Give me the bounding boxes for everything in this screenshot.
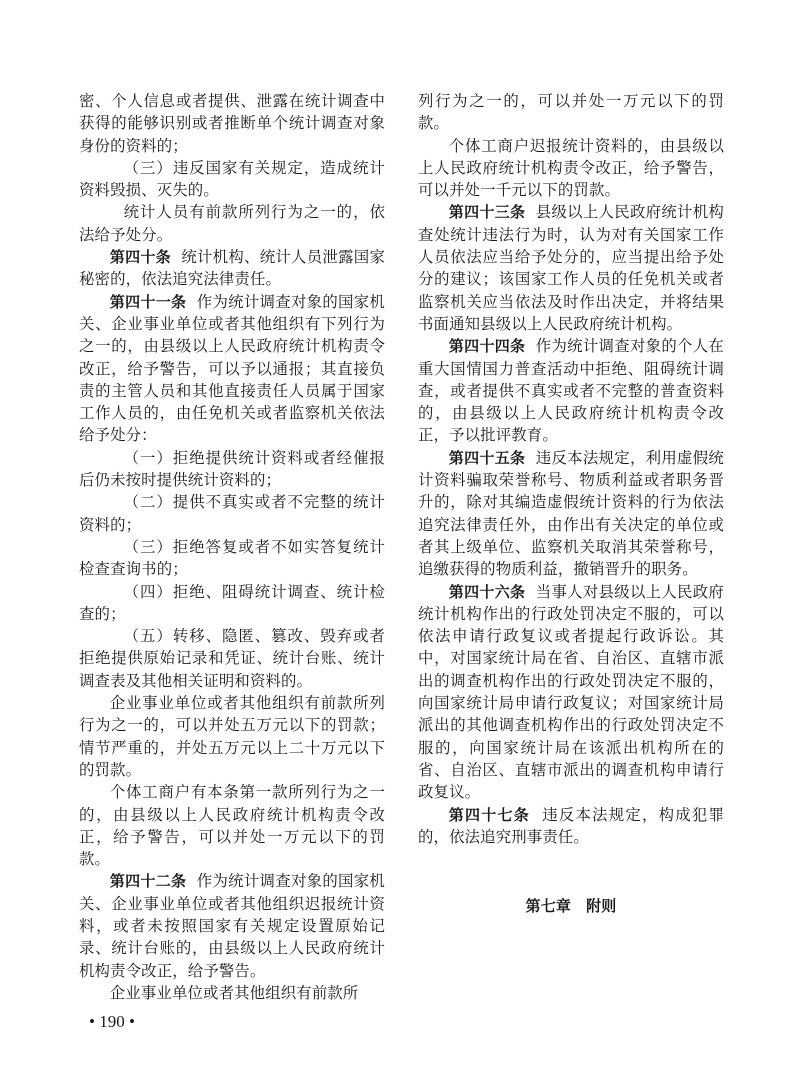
article-40 — [79, 246, 385, 291]
paragraph: 个体工商户迟报统计资料的，由县级以上人民政府统计机构责令改正，给予警告，可以并处一千元以下的罚款。 — [418, 136, 724, 200]
left-column — [79, 90, 385, 1004]
article-heading: 第四十六条 — [448, 582, 526, 601]
page-number: • 190 • — [89, 1012, 135, 1031]
paragraph: 密、个人信息或者提供、泄露在统计调查中获得的能够识别或者推断单个统计调查对象身份的资料的； — [79, 92, 385, 155]
chapter-heading: 第七章 附则 — [525, 897, 617, 916]
article-text: 违反本法规定，构成犯罪的，依法追究刑事责任。 — [418, 805, 724, 846]
article-42 — [79, 870, 385, 981]
list-item: （一）拒绝提供统计资料或者经催报后仍未按时提供统计资料的； — [79, 448, 385, 490]
list-item: （四）拒绝、阻碍统计调查、统计检查的； — [79, 582, 385, 623]
paragraph: 个体工商户有本条第一款所列行为之一的，由县级以上人民政府统计机构责令改正，给予警告，可以并处一万元以下的罚款。 — [79, 783, 385, 869]
article-text: 作为统计调查对象的国家机关、企业事业单位或者其他组织迟报统计资料，或者未按照国家有关规定设置原始记录、统计台账的，由县级以上人民政府统计机构责令改正，给予警告。 — [79, 872, 385, 980]
article-44 — [418, 335, 724, 446]
article-text: 作为统计调查对象的国家机关、企业事业单位或者其他组织有下列行为之一的，由县级以上人民政府统计机构责令改正，给予警告，可以予以通报；其直接负责的主管人员和其他直接责任人员属于国家工作人员的，由任免机关或者监察机关依法给予处分： — [79, 292, 385, 445]
paragraph: 列行为之一的，可以并处一万元以下的罚款。 — [418, 92, 724, 133]
article-text: 违反本法规定，利用虚假统计资料骗取荣誉称号、物质利益或者职务晋升的，除对其编造虚假统计资料的行为依法追究法律责任外，由作出有关决定的单位或者其上级单位、监察机关取消其荣誉称号，追缴获得的物质利益，撤销晋升的职务。 — [418, 448, 724, 579]
article-heading: 第四十三条 — [448, 203, 526, 222]
article-heading: 第四十一条 — [109, 292, 187, 311]
list-item: （二）提供不真实或者不完整的统计资料的； — [79, 493, 385, 534]
article-heading: 第四十条 — [109, 248, 171, 267]
article-heading: 第四十五条 — [448, 448, 526, 467]
paragraph: 企业事业单位或者其他组织有前款所 — [109, 983, 359, 1002]
right-column — [418, 90, 724, 917]
article-43 — [418, 201, 724, 335]
article-heading: 第四十四条 — [448, 337, 526, 356]
article-46 — [418, 581, 724, 804]
article-41 — [79, 291, 385, 447]
article-text: 县级以上人民政府统计机构查处统计违法行为时，认为对有关国家工作人员依法应当给予处分的，应当提出给予处分的建议；该国家工作人员的任免机关或者监察机关应当依法及时作出决定，并将结果书面通知县级以上人民政府统计机构。 — [418, 203, 724, 333]
article-text: 作为统计调查对象的个人在重大国情国力普查活动中拒绝、阻碍统计调查，或者提供不真实或者不完整的普查资料的，由县级以上人民政府统计机构责令改正，予以批评教育。 — [418, 337, 724, 445]
article-text: 统计机构、统计人员泄露国家秘密的，依法追究法律责任。 — [79, 248, 385, 289]
article-heading: 第四十七条 — [448, 805, 530, 824]
article-heading: 第四十二条 — [109, 872, 187, 891]
list-item: （五）转移、隐匿、篡改、毁弃或者拒绝提供原始记录和凭证、统计台账、统计调查表及其他相关证明和资料的。 — [79, 627, 385, 690]
paragraph: 企业事业单位或者其他组织有前款所列行为之一的，可以并处五万元以下的罚款；情节严重的，并处五万元以上二十万元以下的罚款。 — [79, 694, 385, 779]
list-item: （三）违反国家有关规定，造成统计资料毁损、灭失的。 — [79, 158, 385, 200]
article-47 — [418, 804, 724, 849]
article-45 — [418, 447, 724, 581]
article-text: 当事人对县级以上人民政府统计机构作出的行政处罚决定不服的，可以依法申请行政复议或者提起行政诉讼。其中，对国家统计局在省、自治区、直辖市派出的调查机构作出的行政处罚决定不服的，向国家统计局申请行政复议；对国家统计局派出的其他调查机构作出的行政处罚决定不服的，向国家统计局在该派出机构所在的省、自治区、直辖市派出的调查机构申请行政复议。 — [418, 582, 724, 802]
paragraph: 统计人员有前款所列行为之一的，依法给予处分。 — [79, 203, 385, 244]
list-item: （三）拒绝答复或者不如实答复统计检查查询书的； — [79, 537, 385, 579]
